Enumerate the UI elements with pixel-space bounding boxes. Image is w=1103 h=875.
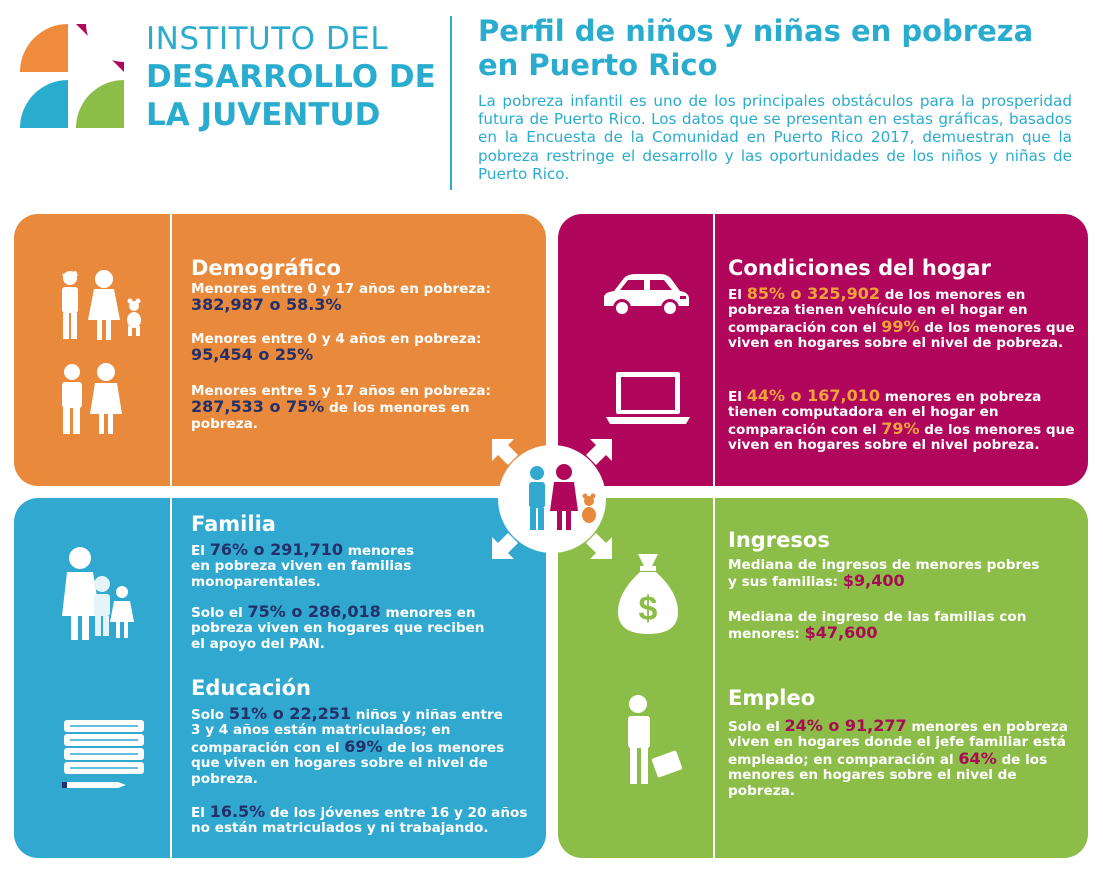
text-span: menores en pobreza tienen computadora en el hogar en comparación con el: [728, 389, 1042, 438]
text-span: El: [728, 389, 747, 405]
text-span: Solo el: [191, 605, 248, 621]
text-span: de los menores que viven en hogares sobre el nivel de pobreza.: [728, 319, 1075, 352]
text-span: Solo el: [728, 719, 785, 735]
intro-paragraph: La pobreza infantil es uno de los principales obstáculos para la prosperidad futura de Puerto Rico. Los datos que se presentan en estas gráficas, basados en la Encuesta de la Comunidad en Puerto Rico 2017, demuestran que la pobreza restringe el desarrollo y las oportunidades de los niños y niñas de Puerto Rico.: [478, 92, 1072, 183]
educacion-stat2-text: [191, 804, 531, 837]
car-icon: [600, 272, 692, 320]
familia-heading: Familia: [191, 512, 276, 536]
hogar-heading: Condiciones del hogar: [728, 256, 991, 280]
worker-briefcase-icon: [622, 694, 686, 786]
text-span: El: [728, 287, 747, 303]
educacion-heading: Educación: [191, 676, 311, 700]
demografico-heading: Demográfico: [191, 256, 341, 280]
familia-stat1-text: [191, 542, 421, 590]
single-parent-family-icon: [62, 546, 138, 642]
familia-stat1-value: 76% o 291,710: [209, 540, 343, 559]
ingresos-stat2-text: [728, 610, 1048, 643]
center-arrows-icon: [488, 435, 616, 563]
svg-text:$: $: [638, 590, 658, 628]
hogar-vehiculo-compare: 99%: [881, 316, 920, 336]
logo-line-1: INSTITUTO DEL: [146, 21, 389, 57]
demografico-stat3-label: Menores entre 5 y 17 años en pobreza:: [191, 383, 491, 399]
ingresos-heading: Ingresos: [728, 528, 830, 552]
demografico-stat1-value: 382,987 o 58.3%: [191, 295, 342, 315]
text-span: Mediana de ingreso de las familias con menores:: [728, 609, 1027, 643]
logo-line-2: DESARROLLO DE: [146, 59, 436, 95]
demografico-stat3-suffix: de los menores en pobreza.: [191, 400, 470, 432]
hogar-computadora-compare: 79%: [881, 418, 920, 438]
empleo-stat-compare: 64%: [958, 748, 997, 768]
laptop-icon: [606, 370, 690, 426]
text-span: de los menores que viven en hogares sobre el nivel pobreza.: [728, 421, 1075, 454]
hogar-vehiculo-text: [728, 286, 1078, 352]
educacion-stat1-compare: 69%: [344, 736, 383, 756]
educacion-stat1-text: [191, 706, 511, 787]
logo-line-3: LA JUVENTUD: [146, 97, 381, 133]
ingresos-stat1-text: [728, 558, 1048, 591]
text-span: El: [191, 805, 210, 821]
text-span: de los menores que viven en hogares sobre el nivel de pobreza.: [191, 739, 505, 787]
demografico-stat2-value: 95,454 o 25%: [191, 345, 314, 365]
empleo-heading: Empleo: [728, 686, 816, 710]
text-span: menores en pobreza viven en hogares donde el jefe familiar está empleado; en comparación al: [728, 719, 1068, 768]
hogar-computadora-value: 44% o 167,010: [746, 386, 880, 405]
books-pencil-icon: [60, 716, 156, 792]
panel-divider: [713, 214, 715, 486]
text-span: niños y niñas entre 3 y 4 años están matriculados; en comparación con el: [191, 707, 503, 756]
text-span: menores en pobreza viven en hogares que reciben el apoyo del PAN.: [191, 605, 485, 652]
familia-educacion-panel: [14, 498, 546, 858]
demografico-panel: [14, 214, 546, 486]
familia-stat2-value: 75% o 286,018: [247, 602, 381, 621]
header-divider: [450, 16, 452, 190]
hogar-panel: [558, 214, 1088, 486]
logo-wordmark: [146, 20, 436, 134]
panel-divider: [170, 214, 172, 486]
hogar-computadora-text: [728, 388, 1078, 454]
panel-divider: [170, 498, 172, 858]
text-span: de los menores en pobreza tienen vehículo en el hogar en comparación con el: [728, 287, 1028, 336]
panel-divider: [713, 498, 715, 858]
text-span: de los jóvenes entre 16 y 20 años no están matriculados y ni trabajando.: [191, 805, 528, 837]
text-span: menores en pobreza viven en familias monoparentales.: [191, 543, 415, 590]
demografico-stat3-value: 287,533 o 75%: [191, 397, 325, 417]
text-span: Mediana de ingresos de menores pobres y sus familias:: [728, 557, 1040, 591]
text-span: de los menores en hogares sobre el nivel de pobreza.: [728, 751, 1048, 799]
educacion-stat1-value: 51% o 22,251: [228, 704, 352, 723]
empleo-stat-text: [728, 718, 1073, 799]
ingresos-stat2-value: $47,600: [804, 623, 878, 643]
empleo-stat-value: 24% o 91,277: [784, 716, 907, 735]
text-span: El: [191, 543, 210, 559]
boy-girl-icon: [54, 362, 134, 436]
ingresos-stat1-value: $9,400: [842, 571, 905, 591]
logo-icon: [20, 24, 124, 128]
educacion-stat2-value: 16.5%: [209, 802, 266, 821]
demografico-stat2-label: Menores entre 0 y 4 años en pobreza:: [191, 331, 482, 347]
hogar-vehiculo-value: 85% o 325,902: [746, 284, 880, 303]
family-with-bear-icon: [54, 268, 154, 342]
money-bag-icon: [616, 552, 680, 636]
ingresos-empleo-panel: [558, 498, 1088, 858]
demografico-stat1-label: Menores entre 0 y 17 años en pobreza:: [191, 281, 491, 297]
familia-stat2-text: [191, 604, 491, 652]
page-title: Perfil de niños y niñas en pobreza en Puerto Rico: [478, 14, 1034, 82]
text-span: Solo: [191, 707, 229, 723]
